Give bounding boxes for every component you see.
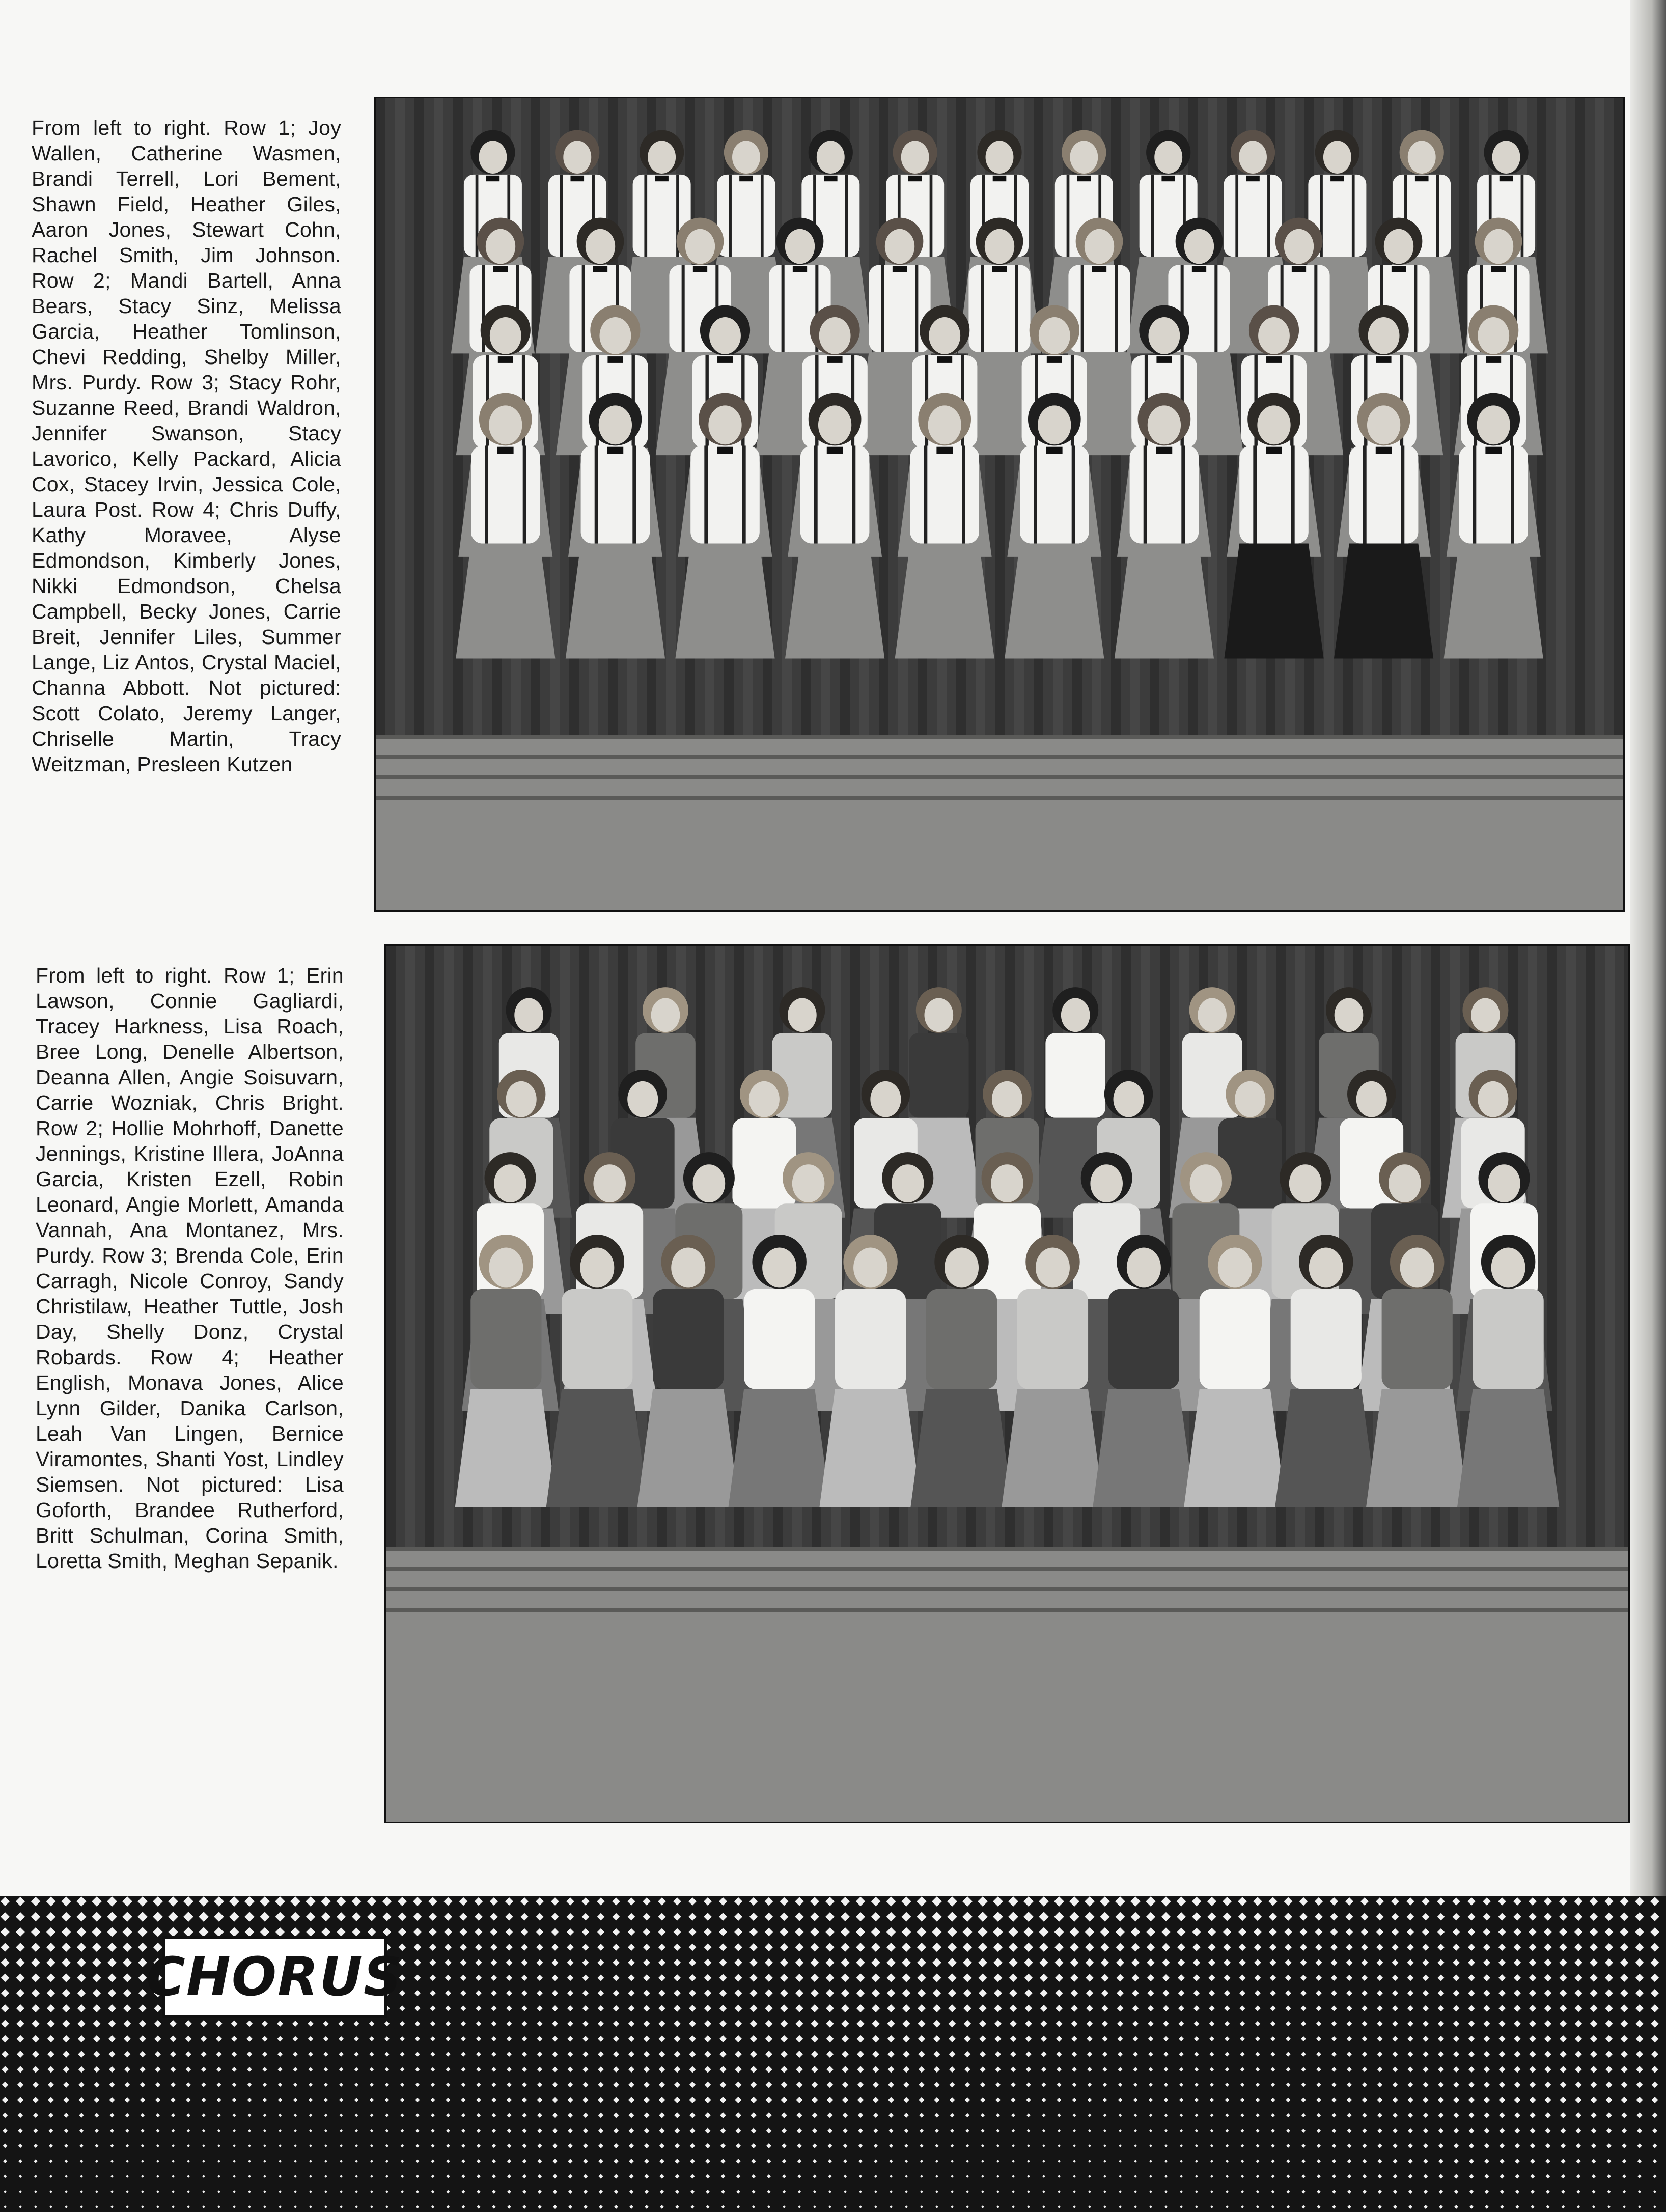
bottom-photo-caption: From left to right. Row 1; Erin Lawson, Connie Gagliardi, Tracey Harkness, Lisa Roach, Bree Long, Denelle Albertson, Deanna Allen, Angie Soisuvarn, Carrie Wozniak, Chris Bright. Row 2; Hollie Mohrhoff, Danette Jennings, Kristine Illera, JoAnna Garcia, Kristen Ezell, Robin Leonard, Angie Morlett, Amanda Vannah, Ana Montanez, Mrs. Purdy. Row 3; Brenda Cole, Erin Carragh, Nicole Conroy, Sandy Christilaw, Heather Tuttle, Josh Day, Shelly Donz, Crystal Robards. Row 4; Heather English, Monava Jones, Alice Lynn Gilder, Danika Carlson, Leah Van Lingen, Bernice Viramontes, Shanti Yost, Lindley Siemsen. Not pictured: Lisa Goforth, Brandee Rutherford, Britt Schulman, Corina Smith, Loretta Smith, Meghan Sepanik.	[36, 964, 344, 1573]
bottom-group-photo	[384, 944, 1630, 1823]
top-group-photo-image	[376, 98, 1623, 910]
top-photo-caption: From left to right. Row 1; Joy Wallen, Catherine Wasmen, Brandi Terrell, Lori Bement, Shawn Field, Heather Giles, Aaron Jones, Stewart Cohn, Rachel Smith, Jim Johnson. Row 2; Mandi Bartell, Anna Bears, Stacy Sinz, Melissa Garcia, Heather Tomlinson, Chevi Redding, Shelby Miller, Mrs. Purdy. Row 3; Stacy Rohr, Suzanne Reed, Brandi Waldron, Jennifer Swanson, Stacy Lavorico, Kelly Packard, Alicia Cox, Stacey Irvin, Jessica Cole, Laura Post. Row 4; Chris Duffy, Kathy Moravee, Alyse Edmondson, Kimberly Jones, Nikki Edmondson, Chelsa Campbell, Becky Jones, Carrie Breit, Jennifer Liles, Summer Lange, Liz Antos, Crystal Maciel, Channa Abbott. Not pictured: Scott Colato, Jeremy Langer, Chriselle Martin, Tracy Weitzman, Presleen Kutzen	[32, 116, 341, 776]
top-group-photo	[374, 97, 1625, 912]
section-label: CHORUS	[146, 1946, 403, 2008]
page-edge	[1630, 0, 1666, 2212]
bottom-group-photo-image	[386, 946, 1628, 1822]
section-label-box	[146, 1936, 403, 2018]
